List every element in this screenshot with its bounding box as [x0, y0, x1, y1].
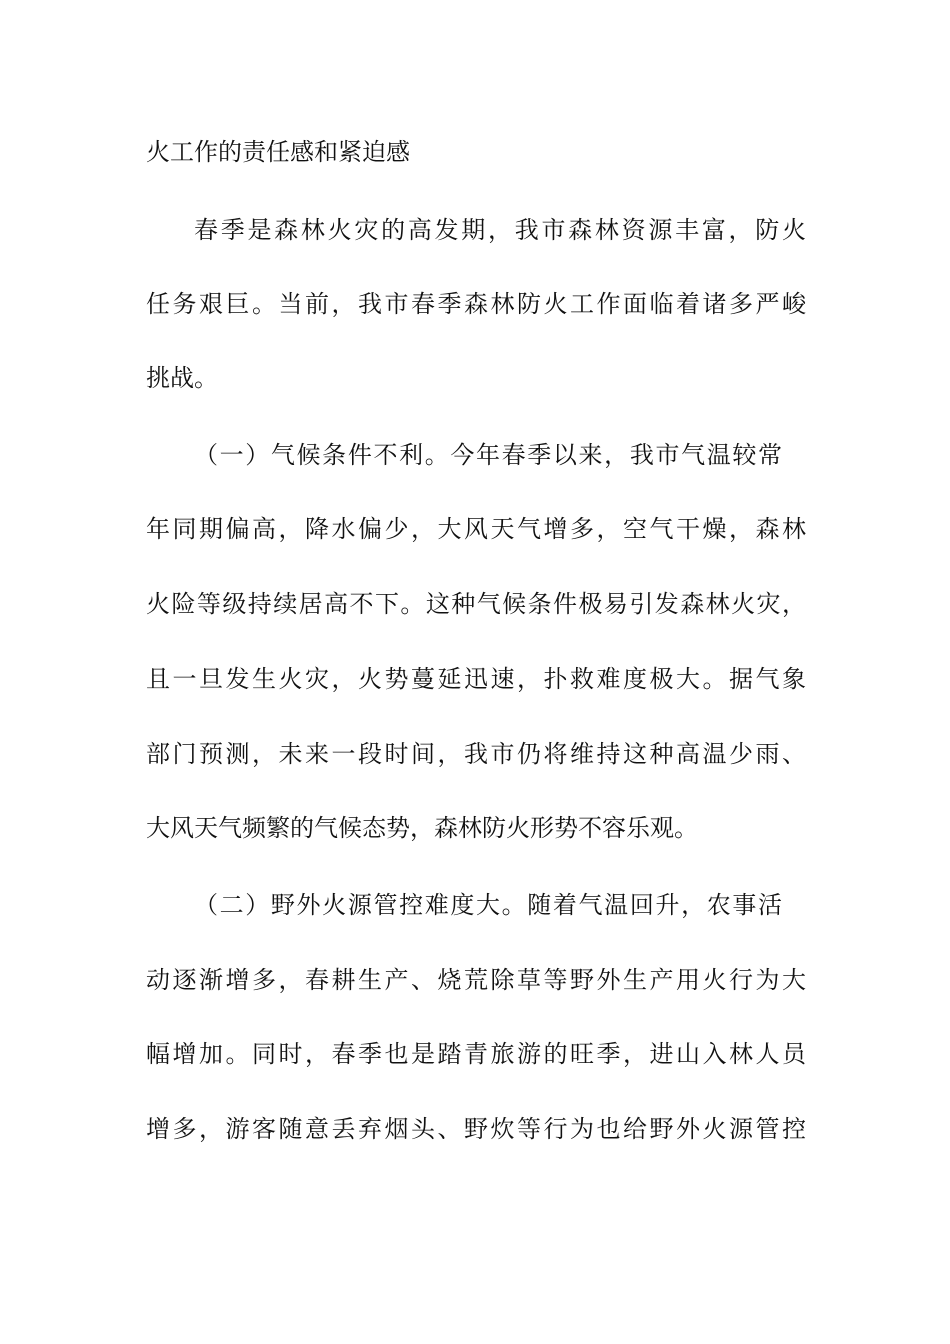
paragraph-2-line-4: 且一旦发生火灾，火势蔓延迅速，扑救难度极大。据气象 — [146, 665, 806, 693]
paragraph-3-line-1: （二）野外火源管控难度大。随着气温回升，农事活 — [194, 891, 782, 919]
paragraph-2-line-5: 部门预测，未来一段时间，我市仍将维持这种高温少雨、 — [146, 740, 806, 768]
section-heading-tail: 火工作的责任感和紧迫感 — [146, 138, 410, 166]
paragraph-1-line-2: 任务艰巨。当前，我市春季森林防火工作面临着诸多严峻 — [146, 290, 806, 318]
paragraph-2-line-6: 大风天气频繁的气候态势，森林防火形势不容乐观。 — [146, 814, 698, 842]
paragraph-2-line-2: 年同期偏高，降水偏少，大风天气增多，空气干燥，森林 — [146, 515, 806, 543]
paragraph-1-line-1: 春季是森林火灾的高发期，我市森林资源丰富，防火 — [194, 216, 806, 244]
paragraph-3-line-2: 动逐渐增多，春耕生产、烧荒除草等野外生产用火行为大 — [146, 966, 806, 994]
paragraph-2-line-3: 火险等级持续居高不下。这种气候条件极易引发森林火灾， — [146, 590, 806, 618]
paragraph-3-line-4: 增多，游客随意丢弃烟头、野炊等行为也给野外火源管控 — [146, 1115, 806, 1143]
paragraph-1-line-3: 挑战。 — [146, 364, 218, 392]
paragraph-3-line-3: 幅增加。同时，春季也是踏青旅游的旺季，进山入林人员 — [146, 1040, 806, 1068]
paragraph-2-line-1: （一）气候条件不利。今年春季以来，我市气温较常 — [194, 441, 782, 469]
